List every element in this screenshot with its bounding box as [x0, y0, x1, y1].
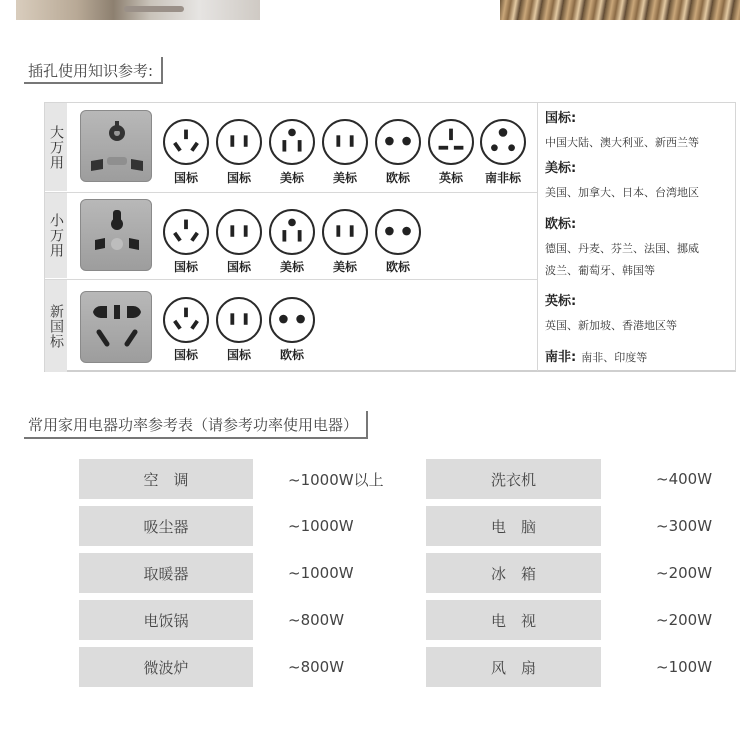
- socket-row-universal-small: [45, 192, 537, 278]
- guobiao-3-outlet-icon: [163, 297, 209, 343]
- row-label: 小万用: [45, 193, 67, 278]
- guobiao-desc: 中国大陆、澳大利亚、新西兰等: [545, 136, 699, 149]
- outlet-label: 国标: [173, 348, 198, 362]
- us-2-outlet-icon: [322, 119, 368, 165]
- appliance-power-left: ~1000W: [288, 564, 354, 582]
- sa-title: 南非:: [545, 350, 577, 365]
- appliance-power-right: ~200W: [656, 564, 713, 582]
- outlet-label: 欧标: [385, 171, 410, 185]
- socket-row-universal-large: [45, 103, 537, 191]
- eu-2-outlet-icon: [375, 209, 421, 255]
- socket-reference-table: [44, 102, 736, 372]
- uk-desc: 英国、新加坡、香港地区等: [545, 319, 677, 332]
- appliance-power-left: ~1000W: [288, 517, 354, 535]
- power-section-title: 常用家用电器功率参考表（请参考功率使用电器）: [24, 411, 368, 439]
- outlet-label: 欧标: [279, 348, 304, 362]
- us-2-outlet-icon: [322, 209, 368, 255]
- appliance-name-left: 微波炉: [79, 647, 253, 687]
- row-label: 新国标: [45, 280, 67, 372]
- universal-large-socket-image: [80, 110, 152, 182]
- guobiao-2-outlet-icon: [216, 119, 262, 165]
- guobiao-2-outlet-icon: [216, 297, 262, 343]
- new-national-socket-image: [80, 291, 152, 363]
- appliance-name-right: 洗衣机: [426, 459, 601, 499]
- outlet-label: 美标: [332, 260, 357, 274]
- outlet-label: 国标: [173, 171, 198, 185]
- appliance-power-right: ~100W: [656, 658, 713, 676]
- outlet-label: 美标: [279, 171, 304, 185]
- us-3-outlet-icon: [269, 119, 315, 165]
- appliance-name-left: 空 调: [79, 459, 253, 499]
- eu-2-outlet-icon: [269, 297, 315, 343]
- appliance-name-left: 取暖器: [79, 553, 253, 593]
- outlet-label: 英标: [438, 171, 463, 185]
- us-title: 美标:: [545, 161, 577, 176]
- outlet-label: 欧标: [385, 260, 410, 274]
- outlet-label: 国标: [226, 171, 251, 185]
- uk-title: 英标:: [545, 294, 577, 309]
- outlet-label: 国标: [173, 260, 198, 274]
- outlet-label: 美标: [279, 260, 304, 274]
- guobiao-3-outlet-icon: [163, 119, 209, 165]
- appliance-name-right: 风 扇: [426, 647, 601, 687]
- sa-desc: 南非、印度等: [581, 351, 648, 364]
- socket-row-new-national: [45, 279, 537, 372]
- eu-desc-1: 德国、丹麦、芬兰、法国、挪威: [545, 242, 699, 255]
- appliance-power-right: ~300W: [656, 517, 713, 535]
- top-photo-right: [500, 0, 740, 20]
- outlet-label: 国标: [226, 348, 251, 362]
- table-divider: [537, 103, 538, 371]
- us-desc: 美国、加拿大、日本、台湾地区: [545, 186, 699, 199]
- socket-section-title: 插孔使用知识参考:: [24, 57, 163, 84]
- appliance-power-left: ~800W: [288, 611, 345, 629]
- appliance-power-left: ~800W: [288, 658, 345, 676]
- outlet-label: 南非标: [484, 171, 521, 185]
- universal-small-socket-image: [80, 199, 152, 271]
- appliance-name-right: 电 视: [426, 600, 601, 640]
- outlet-label: 美标: [332, 171, 357, 185]
- appliance-name-right: 电 脑: [426, 506, 601, 546]
- outlet-label: 国标: [226, 260, 251, 274]
- row-label: 大万用: [45, 103, 67, 191]
- appliance-name-left: 电饭锅: [79, 600, 253, 640]
- guobiao-2-outlet-icon: [216, 209, 262, 255]
- appliance-power-right: ~200W: [656, 611, 713, 629]
- us-3-outlet-icon: [269, 209, 315, 255]
- appliance-power-right: ~400W: [656, 470, 713, 488]
- appliance-power-left: ~1000W以上: [288, 470, 384, 489]
- guobiao-title: 国标:: [545, 111, 577, 126]
- appliance-name-right: 冰 箱: [426, 553, 601, 593]
- eu-desc-2: 波兰、葡萄牙、韩国等: [545, 264, 655, 277]
- guobiao-3-outlet-icon: [163, 209, 209, 255]
- eu-2-outlet-icon: [375, 119, 421, 165]
- sa-3-outlet-icon: [480, 119, 526, 165]
- appliance-name-left: 吸尘器: [79, 506, 253, 546]
- eu-title: 欧标:: [545, 217, 577, 232]
- photo-detail: [124, 6, 184, 12]
- top-photo-left: [16, 0, 260, 20]
- uk-3-outlet-icon: [428, 119, 474, 165]
